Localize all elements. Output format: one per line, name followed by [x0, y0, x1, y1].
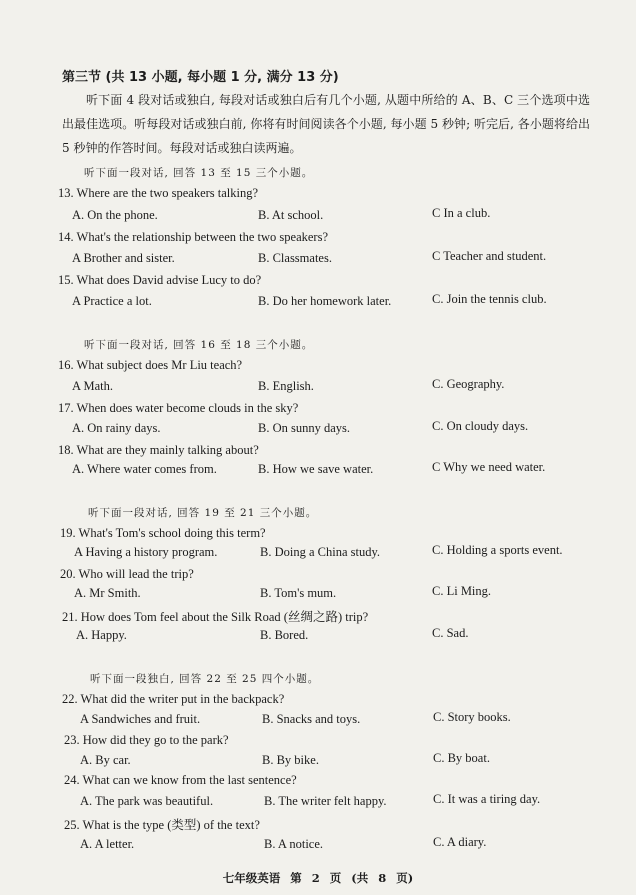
question-20-option-b: B. Tom's mum.	[260, 586, 337, 600]
question-17-option-b: B. On sunny days.	[258, 421, 351, 435]
question-15-option-b: B. Do her homework later.	[258, 294, 392, 308]
question-25-option-a: A. A letter.	[80, 837, 135, 851]
question-23-stem: 23. How did they go to the park?	[64, 733, 229, 747]
question-19-stem: 19. What's Tom's school doing this term?	[60, 526, 266, 540]
question-17-option-c: C. On cloudy days.	[432, 419, 529, 433]
group-title: 听下面一段对话, 回答 19 至 21 三个小题。	[88, 507, 318, 519]
question-22-stem: 22. What did the writer put in the backpack?	[62, 692, 285, 706]
question-13-stem: 13. Where are the two speakers talking?	[58, 186, 259, 200]
question-24-stem: 24. What can we know from the last sentence?	[64, 773, 297, 787]
question-24-option-b: B. The writer felt happy.	[264, 794, 387, 808]
question-18-option-b: B. How we save water.	[258, 462, 374, 476]
question-21-option-b: B. Bored.	[260, 628, 309, 642]
question-13-option-a: A. On the phone.	[72, 208, 158, 222]
question-25-stem: 25. What is the type (类型) of the text?	[64, 818, 260, 832]
question-20-stem: 20. Who will lead the trip?	[60, 567, 194, 581]
question-20-option-c: C. Li Ming.	[432, 584, 492, 598]
question-24-option-c: C. It was a tiring day.	[433, 792, 541, 806]
question-13-option-c: C In a club.	[432, 206, 491, 220]
question-15-option-a: A Practice a lot.	[72, 294, 152, 308]
question-16-option-a: A Math.	[72, 379, 113, 393]
question-23-option-a: A. By car.	[80, 753, 131, 767]
question-16-option-b: B. English.	[258, 379, 314, 393]
question-22-option-c: C. Story books.	[433, 710, 511, 724]
question-16-option-c: C. Geography.	[432, 377, 505, 391]
question-23-option-b: B. By bike.	[262, 753, 319, 767]
section-title: 第三节 (共 13 小题, 每小题 1 分, 满分 13 分)	[62, 70, 339, 85]
question-14-stem: 14. What's the relationship between the two speakers?	[58, 230, 328, 244]
question-15-stem: 15. What does David advise Lucy to do?	[58, 273, 262, 287]
question-18-option-a: A. Where water comes from.	[72, 462, 217, 476]
question-22-option-b: B. Snacks and toys.	[262, 712, 361, 726]
question-14-option-a: A Brother and sister.	[72, 251, 175, 265]
question-19-option-c: C. Holding a sports event.	[432, 543, 563, 557]
question-17-stem: 17. When does water become clouds in the sky?	[58, 401, 299, 415]
question-15-option-c: C. Join the tennis club.	[432, 292, 547, 306]
question-25-option-c: C. A diary.	[433, 835, 487, 849]
page-footer: 七年级英语 第 2 页 (共 8 页)	[222, 871, 414, 885]
question-24-option-a: A. The park was beautiful.	[80, 794, 214, 808]
question-19-option-a: A Having a history program.	[74, 545, 218, 559]
question-18-option-c: C Why we need water.	[432, 460, 546, 474]
question-13-option-b: B. At school.	[258, 208, 324, 222]
question-14-option-b: B. Classmates.	[258, 251, 332, 265]
group-title: 听下面一段对话, 回答 13 至 15 三个小题。	[84, 167, 314, 179]
question-19-option-b: B. Doing a China study.	[260, 545, 381, 559]
question-18-stem: 18. What are they mainly talking about?	[58, 443, 259, 457]
question-16-stem: 16. What subject does Mr Liu teach?	[58, 358, 243, 372]
question-20-option-a: A. Mr Smith.	[74, 586, 141, 600]
question-21-option-c: C. Sad.	[432, 626, 469, 640]
section-instruction: 听下面 4 段对话或独白, 每段对话或独白后有几个小题, 从题中所给的 A、B、C 三个选项中选出最佳选项。听每段对话或独白前, 你将有时间阅读各个小题, 每小题 5 秒钟; 听完后, 各小题将给出 5 秒钟的作答时间。每段对话或独白读两遍。	[62, 93, 590, 155]
question-17-option-a: A. On rainy days.	[72, 421, 161, 435]
question-14-option-c: C Teacher and student.	[432, 249, 547, 263]
question-21-option-a: A. Happy.	[76, 628, 127, 642]
question-23-option-c: C. By boat.	[433, 751, 490, 765]
question-25-option-b: B. A notice.	[264, 837, 324, 851]
group-title: 听下面一段对话, 回答 16 至 18 三个小题。	[84, 339, 314, 351]
question-22-option-a: A Sandwiches and fruit.	[80, 712, 201, 726]
question-21-stem: 21. How does Tom feel about the Silk Road (丝绸之路) trip?	[62, 610, 369, 624]
group-title: 听下面一段独白, 回答 22 至 25 四个小题。	[90, 673, 320, 685]
